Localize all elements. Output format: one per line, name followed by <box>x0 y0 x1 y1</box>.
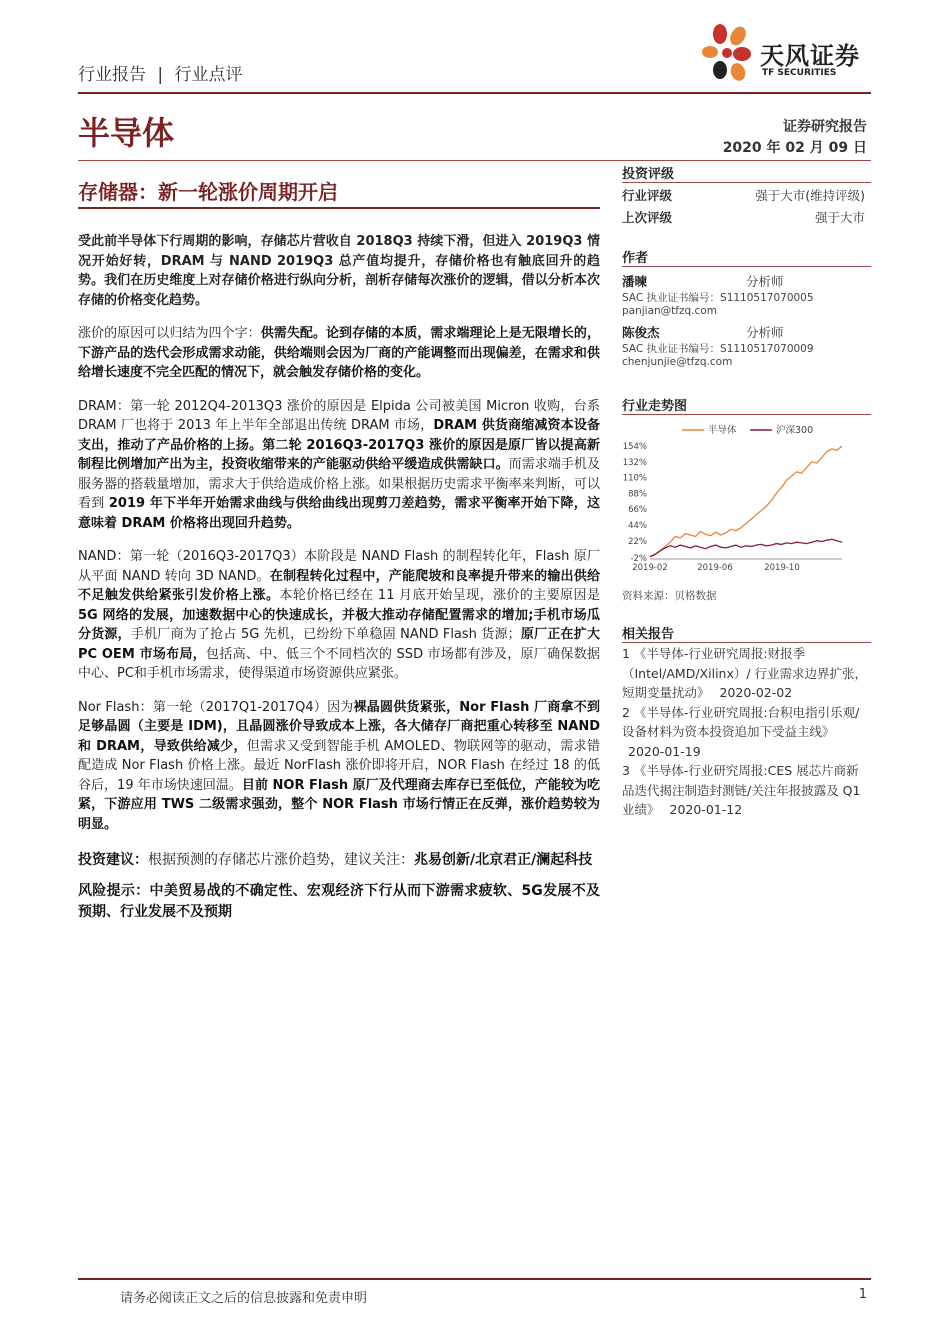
norflash-bold-1: 裸晶圆供货紧张，Nor Flash 厂商拿不到足够晶圆（主要是 IDM)，且晶圆涨价导致成本上涨，各大储存厂商把重心转移至 NAND 和 DRAM，导致供给减少， <box>78 699 600 754</box>
dram-bold-2: 2019 年下半年开始需求曲线与供给曲线出现剪刀差趋势，需求平衡率开始下降，这意味着 DRAM 价格将出现回升趋势。 <box>78 496 600 531</box>
related-report-date: 2020-01-19 <box>628 743 701 759</box>
rating-section-title: 投资评级 <box>622 167 675 182</box>
related-report-title: 3 《半导体-行业研究周报:CES 展芯片商新品迭代揭注制造封测链/关注年报披露及 Q1 业绩》 <box>622 763 861 817</box>
nand-text-4: 包括高、中、低三个不同档次的 SSD 市场都有涉及，原厂确保数据中心、PC和手机市场需求，使得渠道市场资源供应紧张。 <box>78 646 601 681</box>
advice-label: 投资建议： <box>78 852 148 868</box>
norflash-bold-2: 目前 NOR Flash 原厂及代理商去库存已至低位，产能较为吃紧，下游应用 TWS 二级需求强劲，整个 NOR Flash 市场行情正在反弹，涨价趋势较为明显。 <box>78 777 600 832</box>
industry-title: 半导体 <box>78 114 175 152</box>
advice-stocks: 兆易创新/北京君正/澜起科技 <box>414 852 593 868</box>
risk-label: 风险提示： <box>78 883 150 899</box>
x-tick-label: 2019-06 <box>697 563 733 573</box>
headline: 存储器：新一轮涨价周期开启 <box>78 180 338 204</box>
related-report-date: 2020-01-12 <box>669 802 743 817</box>
norflash-paragraph <box>78 698 600 835</box>
related-rule <box>622 642 871 643</box>
y-tick-label: 154% <box>622 442 647 452</box>
chart-source: 资料来源：贝格数据 <box>622 590 717 602</box>
y-tick-label: 44% <box>628 520 647 531</box>
y-tick-label: 66% <box>628 505 647 516</box>
doc-type: 证券研究报告 <box>783 119 867 135</box>
related-section-title: 相关报告 <box>622 627 675 642</box>
nand-paragraph <box>78 547 600 684</box>
header-separator: | <box>157 65 164 85</box>
x-tick-label: 2019-10 <box>764 563 800 573</box>
report-subtype-label: 行业点评 <box>174 65 243 85</box>
y-tick-label: 22% <box>628 536 647 547</box>
rating-prev-value: 强于大市 <box>814 210 865 225</box>
headline-rule <box>78 207 600 209</box>
nand-text-1: NAND：第一轮（2016Q3-2017Q3）本阶段是 NAND Flash 的制程转化年，Flash 原厂从平面 NAND 转向 3D NAND。 <box>78 549 600 584</box>
authors-section-title: 作者 <box>622 251 649 266</box>
legend-label: 沪深300 <box>776 425 814 436</box>
nand-bold-2: 5G 网络的发展，加速数据中心的快速成长，并极大推动存储配置需求的增加;手机市场瓜分货源， <box>78 607 600 642</box>
author-cert: SAC 执业证书编号：S1110517070009 <box>622 343 814 355</box>
page-number: 1 <box>858 1287 867 1302</box>
nand-text-2: 本轮价格已经在 11 月底开始呈现，涨价的主要原因是 <box>279 588 600 603</box>
title-rule <box>78 160 871 161</box>
author-role: 分析师 <box>746 325 784 340</box>
brand-logo <box>698 20 873 90</box>
footer-rule <box>78 1278 871 1280</box>
related-reports-list <box>622 644 871 820</box>
header-rule <box>78 92 871 94</box>
nand-bold-3: 原厂正在扩大 PC OEM 市场布局， <box>78 627 600 662</box>
report-type <box>78 60 243 85</box>
chart-section-title: 行业走势图 <box>622 399 688 414</box>
supply-demand-bold: 供需失配。论到存储的本质，需求端理论上是无限增长的，下游产品的迭代会形成需求动能，供给端则会因为厂商的产能调整而出现偏差，在需求和供给增长速度不完全匹配的情况下，就会触发存储价格的变化。 <box>78 326 600 380</box>
brand-name-cn: 天风证券 <box>760 42 860 70</box>
related-report-date: 2020-02-02 <box>719 685 793 700</box>
author-name: 潘暕 <box>622 274 648 289</box>
dram-text-2: 而需求端手机及服务器的搭载量增加，需求大于供给造成价格上涨。如果根据历史需求平衡率来判断，可以看到 <box>78 457 600 511</box>
norflash-text-1: Nor Flash：第一轮（2017Q1-2017Q4）因为 <box>78 699 354 715</box>
main-body <box>78 232 600 923</box>
series-line-0 <box>650 446 842 557</box>
risk-paragraph <box>78 881 600 923</box>
author-email[interactable]: panjian@tfzq.com <box>622 305 717 317</box>
brand-name-en: TF SECURITIES <box>762 68 837 78</box>
authors-rule <box>622 266 871 267</box>
dram-paragraph <box>78 397 600 534</box>
author-email[interactable]: chenjunjie@tfzq.com <box>622 356 733 368</box>
rating-industry-value: 强于大市(维持评级) <box>755 188 865 203</box>
y-tick-label: 132% <box>622 457 647 468</box>
author-name: 陈俊杰 <box>622 325 660 340</box>
nand-text-3: 手机厂商为了抢占 5G 先机，已纷纷下单稳固 NAND Flash 货源； <box>130 627 521 642</box>
related-report-item[interactable] <box>622 644 871 703</box>
y-tick-label: 88% <box>628 489 647 500</box>
norflash-text-2: 但需求又受到智能手机 AMOLED、物联网等的驱动，需求错配造成 Nor Flash 价格上涨。最近 NorFlash 涨价即将开启，NOR Flash 在经过 18 的低谷后，19 年市场快速回温。 <box>78 738 600 793</box>
chart-rule <box>622 414 871 415</box>
y-tick-label: -2% <box>630 554 647 564</box>
supply-demand-lead: 涨价的原因可以归结为四个字： <box>78 326 261 341</box>
legend-label: 半导体 <box>708 425 737 436</box>
dram-bold-1: DRAM 供货商缩减资本设备支出，推动了产品价格的上扬。第二轮 2016Q3-2017Q3 涨价的原因是原厂皆以提高新制程比例增加产出为主，投资收缩带来的产能驱动供给平缓造成供需缺口。 <box>78 418 600 472</box>
related-report-item[interactable] <box>622 703 871 762</box>
risk-text: 中美贸易战的不确定性、宏观经济下行从而下游需求疲软、5G发展不及预期、行业发展不及预期 <box>78 883 601 920</box>
y-tick-label: 110% <box>622 473 647 484</box>
nand-bold-1: 在制程转化过程中，产能爬坡和良率提升带来的输出供给不足触发供给紧张引发价格上涨。 <box>78 568 600 603</box>
author-role: 分析师 <box>746 274 784 289</box>
intro-paragraph: 受此前半导体下行周期的影响，存储芯片营收自 2018Q3 持续下滑，但进入 2019Q3 情况开始好转，DRAM 与 NAND 2019Q3 总产值均提升，存储价格也有触底回升的趋势。我们在历史维度上对存储价格进行纵向分析，剖析存储每次涨价的逻辑，借以分析本次存储的价格变化趋势。 <box>78 234 600 308</box>
report-type-label: 行业报告 <box>78 65 146 85</box>
advice-paragraph <box>78 850 600 871</box>
series-line-1 <box>650 539 842 556</box>
report-date: 2020 年 02 月 09 日 <box>722 140 867 156</box>
related-report-title: 2 《半导体-行业研究周报:台积电指引乐观/设备材料为资本投资追加下受益主线》 <box>622 704 860 739</box>
rating-prev-label: 上次评级 <box>622 210 673 225</box>
footer-disclaimer: 请务必阅读正文之后的信息披露和免责申明 <box>120 1291 368 1306</box>
rating-rule <box>622 182 871 183</box>
x-tick-label: 2019-02 <box>632 563 668 573</box>
industry-trend-chart <box>622 418 871 578</box>
author-cert: SAC 执业证书编号：S1110517070005 <box>622 292 814 304</box>
advice-text: 根据预测的存储芯片涨价趋势，建议关注： <box>148 852 414 868</box>
related-report-title: 1 《半导体-行业研究周报:财报季（Intel/AMD/Xilinx）/ 行业需求边界扩张，短期变量扰动》 <box>622 646 868 700</box>
supply-demand-paragraph <box>78 324 600 383</box>
flower-logo-icon <box>698 20 758 90</box>
rating-industry-label: 行业评级 <box>622 188 673 203</box>
related-report-item[interactable] <box>622 761 871 820</box>
dram-text-1: DRAM：第一轮 2012Q4-2013Q3 涨价的原因是 Elpida 公司被美国 Micron 收购，台系 DRAM 厂也将于 2013 年上半年全部退出传统 DRAM 市场， <box>78 398 600 433</box>
